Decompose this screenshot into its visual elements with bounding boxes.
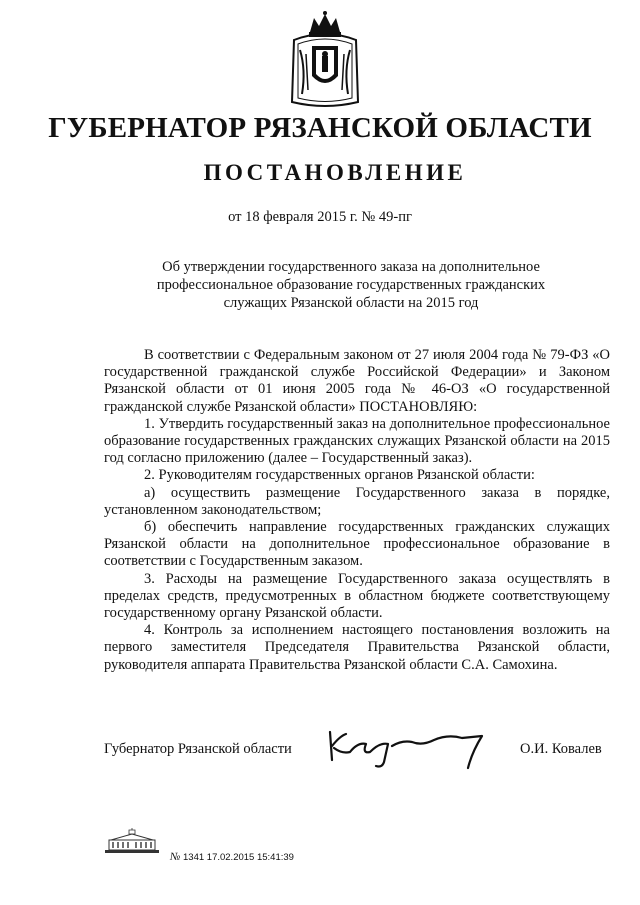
- org-title: ГУБЕРНАТОР РЯЗАНСКОЙ ОБЛАСТИ: [48, 112, 592, 144]
- handwritten-signature: [322, 722, 492, 772]
- subject-line: профессиональное образование государственных гражданских: [156, 277, 546, 293]
- paragraph-preamble: В соответствии с Федеральным законом от 27 июля 2004 года № 79-ФЗ «О государственной гражданской службе Российской Федерации» и Законом Рязанской области от 01 июня 2005 года № 46-ОЗ «О государственной гражданской службе Рязанской области» ПОСТАНОВЛЯЮ:: [104, 347, 610, 415]
- building-stamp-icon: [103, 828, 161, 856]
- paragraph-item-1: 1. Утвердить государственный заказ на дополнительное профессиональное образование государственных гражданских служащих Рязанской области на 2015 год согласно приложению (далее – Государственный заказ).: [104, 415, 610, 467]
- coat-of-arms-icon: [288, 10, 362, 110]
- doc-type-title: ПОСТАНОВЛЕНИЕ: [203, 160, 467, 185]
- paragraph-item-4: 4. Контроль за исполнением настоящего постановления возложить на первого заместителя Председателя Правительства Рязанской области, руководителя аппарата Правительства Рязанской области С.А. Самохина.: [104, 622, 610, 673]
- signatory-name: О.И. Ковалев: [520, 741, 602, 757]
- paragraph-item-2a: а) осуществить размещение Государственного заказа в порядке, установленном законодательством;: [104, 484, 610, 518]
- paragraph-item-3: 3. Расходы на размещение Государственного заказа осуществлять в пределах средств, предусмотренных в областном бюджете соответствующему государственному органу Рязанской области.: [104, 570, 610, 622]
- number-sign-icon: №: [170, 851, 181, 863]
- signatory-position: Губернатор Рязанской области: [104, 741, 292, 757]
- registration-number-timestamp: 1341 17.02.2015 15:41:39: [183, 852, 294, 863]
- document-body: [104, 347, 610, 674]
- paragraph-item-2b: б) обеспечить направление государственных гражданских служащих Рязанской области на дополнительное профессиональное образование в соответствии с Государственным заказом.: [104, 519, 610, 570]
- subject-block: [145, 258, 557, 312]
- paragraph-item-2: 2. Руководителям государственных органов Рязанской области:: [144, 467, 535, 484]
- subject-line: Об утверждении государственного заказа на дополнительное: [162, 259, 540, 275]
- registration-stamp: [170, 851, 294, 863]
- subject-line: служащих Рязанской области на 2015 год: [223, 295, 479, 311]
- doc-date-number: от 18 февраля 2015 г. № 49-пг: [228, 209, 412, 225]
